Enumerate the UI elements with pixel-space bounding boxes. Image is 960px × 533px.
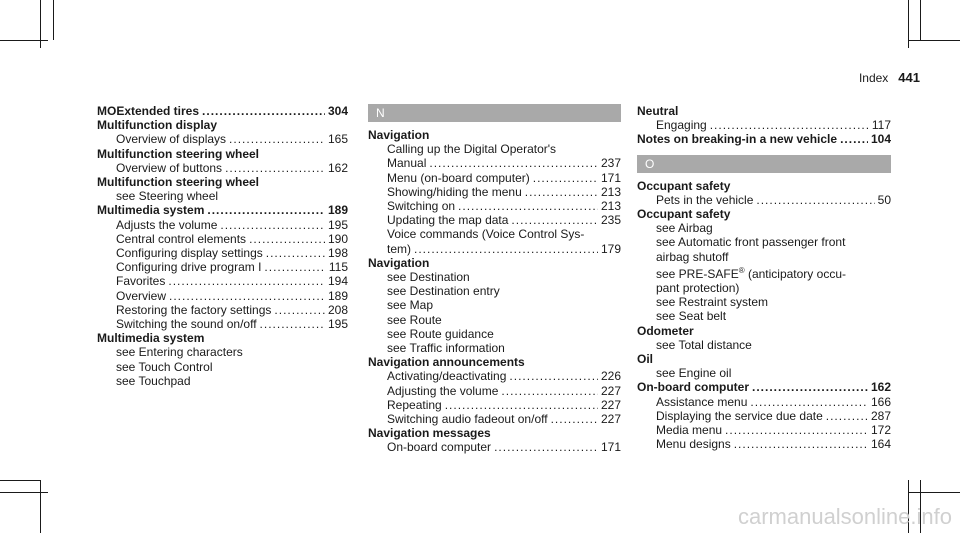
registered-mark: ®: [738, 265, 745, 275]
index-subentry[interactable]: [368, 199, 621, 213]
index-term-row: [368, 256, 621, 270]
leader-dots: [826, 409, 868, 423]
leader-dots: [752, 380, 868, 394]
subentry-text: Switching the sound on/off: [116, 317, 257, 332]
page-ref[interactable]: 208: [327, 302, 348, 317]
page-ref[interactable]: 171: [600, 170, 621, 185]
index-subentry[interactable]: [637, 423, 891, 437]
index-subentry[interactable]: [97, 218, 348, 232]
cross-reference[interactable]: see Steering wheel: [116, 189, 219, 204]
index-term: Occupant safety: [637, 178, 731, 193]
index-term-row: [637, 104, 891, 118]
leader-dots: [525, 185, 598, 199]
cross-reference[interactable]: see Engine oil: [656, 366, 732, 381]
cross-reference[interactable]: see Seat belt: [656, 309, 727, 324]
index-term-row[interactable]: [637, 132, 891, 146]
index-column-2: [368, 104, 621, 455]
index-subentry[interactable]: [368, 242, 621, 256]
index-term: Navigation announcements: [368, 355, 525, 370]
page-ref[interactable]: 179: [600, 241, 621, 256]
cross-reference[interactable]: see Touchpad: [116, 373, 191, 388]
page-ref[interactable]: 235: [600, 213, 621, 228]
crop-mark: [0, 492, 48, 493]
leader-dots: [274, 303, 325, 317]
index-term-row: [97, 147, 348, 161]
index-subentry[interactable]: [368, 213, 621, 227]
subentry-text: Calling up the Digital Operator's: [387, 142, 557, 157]
subentry-text: Overview: [116, 288, 167, 303]
index-term: MOExtended tires: [97, 104, 200, 118]
crop-mark: [908, 40, 960, 41]
subentry-text: Favorites: [116, 274, 166, 289]
index-subentry[interactable]: [637, 118, 891, 132]
index-subentry[interactable]: [368, 412, 621, 426]
page-ref[interactable]: 165: [327, 132, 348, 147]
index-term: Navigation: [368, 128, 430, 142]
index-subentry[interactable]: [637, 437, 891, 451]
subentry-text: Voice commands (Voice Control Sys-: [387, 227, 585, 242]
subentry-text: Configuring drive program I: [116, 260, 262, 275]
subentry-text: Overview of displays: [116, 132, 227, 147]
page-header: [859, 70, 920, 85]
page-ref[interactable]: 162: [327, 160, 348, 175]
crop-mark: [40, 480, 41, 533]
index-term: Occupant safety: [637, 207, 731, 222]
leader-dots: [445, 398, 598, 412]
index-entry: [368, 128, 621, 256]
index-entry: [368, 426, 621, 454]
leader-dots: [734, 437, 868, 451]
page-ref[interactable]: 237: [600, 156, 621, 171]
index-term-row[interactable]: [97, 203, 348, 217]
leader-dots: [710, 118, 869, 132]
index-term-row[interactable]: [637, 380, 891, 394]
index-term: Multifunction steering wheel: [97, 175, 260, 190]
index-term-row: [637, 352, 891, 366]
index-entry: [637, 132, 891, 146]
index-entry: [637, 324, 891, 352]
section-title: Index: [858, 71, 889, 85]
crop-mark: [53, 0, 54, 40]
crop-mark: [0, 40, 48, 41]
leader-dots: [202, 104, 325, 118]
cross-reference[interactable]: see Route guidance: [387, 326, 494, 341]
subentry-text: Assistance menu: [656, 394, 748, 409]
index-entry: [368, 256, 621, 355]
subentry-text: Menu designs: [656, 437, 731, 452]
page-ref[interactable]: 195: [327, 317, 348, 332]
page-ref[interactable]: 190: [327, 231, 348, 246]
index-term-row: [637, 324, 891, 338]
leader-dots: [225, 161, 325, 175]
page-ref[interactable]: 189: [327, 203, 348, 218]
subentry-text: Updating the map data: [387, 213, 509, 228]
page-ref[interactable]: 189: [327, 288, 348, 303]
index-term: Navigation: [368, 255, 430, 270]
index-entry: [97, 118, 348, 146]
index-entry: [97, 147, 348, 175]
subentry-text: Manual: [387, 156, 427, 171]
leader-dots: [229, 132, 325, 146]
subentry-text: Central control elements: [116, 231, 247, 246]
subentry-text: Restoring the factory settings: [116, 302, 272, 317]
index-column-3: [637, 104, 891, 451]
page-ref[interactable]: 194: [327, 274, 348, 289]
page-ref[interactable]: 164: [870, 437, 891, 452]
index-term: Multifunction steering wheel: [97, 146, 260, 161]
index-entry: [637, 104, 891, 132]
index-subentry[interactable]: [97, 274, 348, 288]
page-ref[interactable]: 304: [327, 104, 348, 118]
subentry-text: Switching audio fadeout on/off: [387, 412, 548, 427]
index-subentry[interactable]: [368, 440, 621, 454]
leader-dots: [551, 412, 598, 426]
subentry-text: tem): [387, 241, 411, 256]
index-entry: [368, 355, 621, 426]
leader-dots: [414, 242, 598, 256]
page-ref[interactable]: 162: [870, 380, 891, 395]
index-subentry[interactable]: [368, 171, 621, 185]
leader-dots: [266, 246, 325, 260]
cross-reference[interactable]: see Destination entry: [387, 284, 500, 299]
leader-dots: [725, 423, 868, 437]
leader-dots: [249, 232, 325, 246]
subentry-text: Adjusting the volume: [387, 383, 499, 398]
index-subentry[interactable]: [368, 384, 621, 398]
subentry-text: Adjusts the volume: [116, 217, 218, 232]
subentry-text: Menu (on-board computer): [387, 170, 530, 185]
leader-dots: [429, 156, 598, 170]
cross-reference[interactable]: see Map: [387, 298, 434, 313]
index-subentry[interactable]: [97, 317, 348, 331]
spacer: [637, 147, 891, 155]
index-term: Neutral: [637, 104, 679, 118]
index-subentry[interactable]: [97, 161, 348, 175]
page-ref[interactable]: 227: [600, 383, 621, 398]
leader-dots: [750, 395, 868, 409]
page-ref[interactable]: 104: [870, 132, 891, 147]
subentry-text: Configuring display settings: [116, 246, 263, 261]
leader-dots: [207, 203, 325, 217]
leader-dots: [501, 384, 598, 398]
subentry-text: Displaying the service due date: [656, 408, 823, 423]
page-ref[interactable]: 115: [328, 260, 348, 275]
cross-reference[interactable]: see Restraint system: [656, 295, 769, 310]
crop-mark: [920, 0, 921, 40]
leader-dots: [840, 132, 868, 146]
index-term: Notes on breaking-in a new vehicle: [637, 132, 838, 147]
index-subentry: [368, 142, 621, 156]
index-subentry[interactable]: [637, 395, 891, 409]
subentry-text: Repeating: [387, 397, 442, 412]
leader-dots: [756, 193, 874, 207]
crop-mark: [908, 492, 960, 493]
page-ref[interactable]: 172: [870, 423, 891, 438]
index-term: Multifunction display: [97, 118, 217, 133]
cross-reference[interactable]: pant protection): [656, 281, 740, 296]
index-term: Multimedia system: [97, 203, 205, 218]
index-term: On-board computer: [637, 380, 750, 395]
leader-dots: [168, 274, 325, 288]
index-subentry[interactable]: [368, 369, 621, 383]
page-ref[interactable]: 117: [871, 118, 891, 133]
index-term-row: [97, 118, 348, 132]
index-entry: [97, 203, 348, 331]
index-subentry[interactable]: [97, 246, 348, 260]
leader-dots: [169, 289, 325, 303]
subentry-text: Pets in the vehicle: [656, 192, 754, 207]
leader-dots: [458, 199, 598, 213]
index-subentry[interactable]: [368, 398, 621, 412]
index-term: Multimedia system: [97, 331, 205, 346]
index-term-row: [637, 179, 891, 193]
index-term-row: [637, 207, 891, 221]
cross-reference[interactable]: see Touch Control: [116, 359, 213, 374]
index-subentry[interactable]: [97, 232, 348, 246]
index-entry: [97, 331, 348, 388]
index-subentry[interactable]: [368, 185, 621, 199]
index-subentry[interactable]: [97, 303, 348, 317]
page-ref[interactable]: 226: [600, 369, 621, 384]
leader-dots: [494, 440, 598, 454]
index-subentry[interactable]: [97, 260, 348, 274]
page-ref[interactable]: 227: [600, 412, 621, 427]
subentry-text: Showing/hiding the menu: [387, 184, 522, 199]
cross-reference[interactable]: see Route: [387, 312, 442, 327]
index-subentry[interactable]: [637, 409, 891, 423]
cross-reference[interactable]: see PRE-SAFE® (anticipatory occu-: [656, 265, 846, 281]
index-term-row: [368, 128, 621, 142]
watermark: carmanualsonline.info: [737, 504, 952, 529]
page-ref[interactable]: 198: [327, 246, 348, 261]
index-term: Navigation messages: [368, 426, 491, 441]
index-subentry[interactable]: [637, 193, 891, 207]
index-subentry[interactable]: [97, 132, 348, 146]
index-subentry[interactable]: [97, 289, 348, 303]
page-ref[interactable]: 287: [870, 408, 891, 423]
subentry-text: On-board computer: [387, 440, 492, 455]
index-entry: [637, 380, 891, 451]
index-term: Oil: [637, 352, 654, 367]
leader-dots: [260, 317, 325, 331]
letter-heading: O: [637, 155, 891, 173]
index-term-row: [368, 355, 621, 369]
cross-reference[interactable]: see Automatic front passenger front: [656, 235, 846, 250]
page-ref[interactable]: 227: [600, 397, 621, 412]
index-term-row: [97, 175, 348, 189]
index-term: Odometer: [637, 323, 694, 338]
page-ref[interactable]: 50: [877, 192, 891, 207]
leader-dots: [509, 369, 598, 383]
cross-reference[interactable]: see Entering characters: [116, 345, 243, 360]
cross-reference[interactable]: see Traffic information: [387, 341, 505, 356]
cross-reference-tail: (anticipatory occu-: [744, 266, 846, 281]
index-entry: [637, 179, 891, 207]
index-term-row: [97, 331, 348, 345]
cross-reference[interactable]: airbag shutoff: [656, 249, 729, 264]
index-term-row: [368, 426, 621, 440]
page-number: 441: [898, 70, 920, 85]
leader-dots: [511, 213, 598, 227]
index-subentry: [368, 227, 621, 241]
page-ref[interactable]: 171: [600, 440, 621, 455]
page-ref[interactable]: 166: [870, 394, 891, 409]
subentry-text: Overview of buttons: [116, 160, 223, 175]
subentry-text: Activating/deactivating: [387, 369, 507, 384]
index-term-row[interactable]: [97, 104, 348, 118]
index-subentry[interactable]: [368, 156, 621, 170]
cross-reference[interactable]: see Total distance: [656, 337, 752, 352]
index-entry: [637, 207, 891, 324]
page-ref[interactable]: 213: [600, 184, 621, 199]
index-entry: [97, 175, 348, 203]
index-entry: [637, 352, 891, 380]
page-ref[interactable]: 213: [600, 199, 621, 214]
leader-dots: [264, 260, 325, 274]
page-ref[interactable]: 195: [327, 217, 348, 232]
subentry-text: Switching on: [387, 199, 456, 214]
leader-dots: [220, 218, 325, 232]
index-column-1: [97, 104, 348, 388]
subentry-text: Media menu: [656, 423, 723, 438]
subentry-text: Engaging: [656, 118, 707, 133]
cross-reference[interactable]: see Airbag: [656, 221, 713, 236]
leader-dots: [533, 171, 598, 185]
index-entry: [97, 104, 348, 118]
cross-reference[interactable]: see Destination: [387, 270, 470, 285]
crop-mark: [0, 480, 40, 481]
letter-heading: N: [368, 104, 621, 122]
